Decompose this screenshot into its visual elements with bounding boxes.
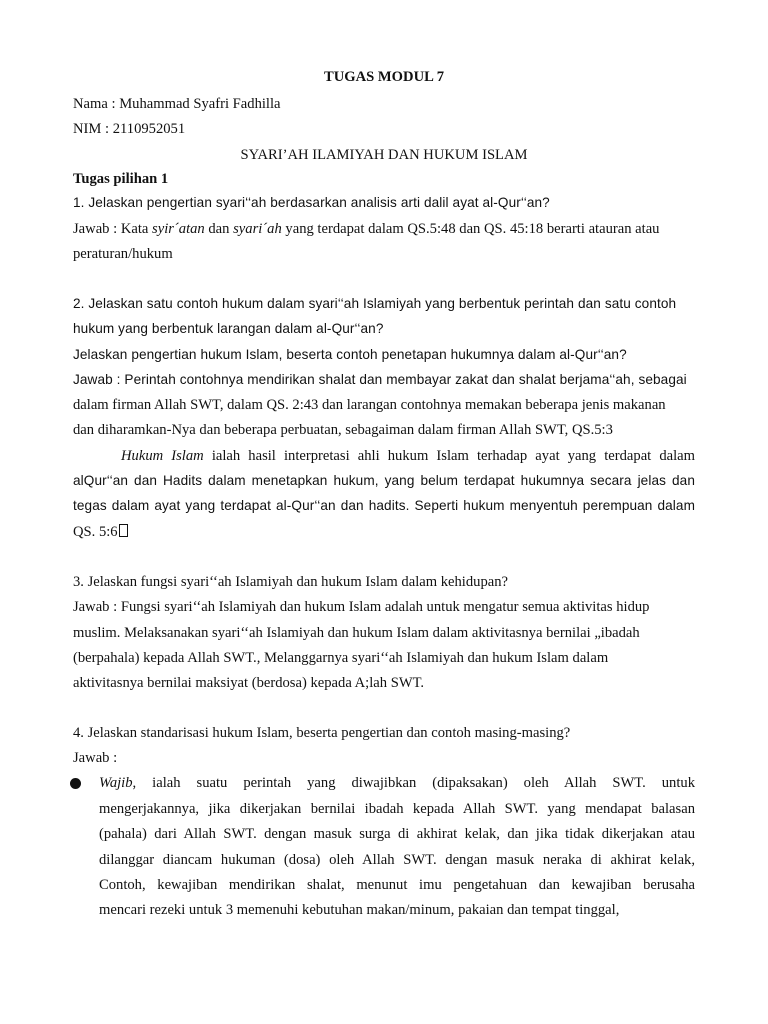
question-2-line-1: 2. Jelaskan satu contoh hukum dalam syari‘‘ah Islamiyah yang berbentuk perintah dan satu contoh <box>73 296 677 311</box>
wajib-line-5: Contoh, kewajiban mendirikan shalat, menunut imu pengetahuan dan kewajiban berusaha <box>99 877 695 893</box>
wajib-line-6: mencari rezeki untuk 3 memenuhi kebutuhan makan/minum, pakaian dan tempat tinggal, <box>99 902 620 918</box>
hukum-islam-rest: ialah hasil interpretasi ahli hukum Islam terhadap ayat yang terdapat dalam <box>203 448 695 464</box>
document-title: TUGAS MODUL 7 <box>323 69 444 85</box>
answer-1-mid: dan <box>204 221 234 237</box>
answer-2-line-3: dan diharamkan-Nya dan beberapa perbuatan, sebagaiman dalam firman Allah SWT, QS.5:3 <box>73 422 613 438</box>
answer-3-line-2: muslim. Melaksanakan syari‘‘ah Islamiyah dan hukum Islam dalam aktivitasnya bernilai „ibadah <box>73 625 640 641</box>
hukum-islam-line-3: tegas dalam ayat yang terdapat al-Qur‘‘an dan hadits. Seperti hukum menyentuh perempuan dalam <box>73 498 695 513</box>
answer-3-line-4: aktivitasnya bernilai maksiyat (berdosa) kepada A;lah SWT. <box>73 675 425 691</box>
question-2-line-2: hukum yang berbentuk larangan dalam al-Qur‘‘an? <box>73 321 384 336</box>
section-heading: Tugas pilihan 1 <box>73 171 169 187</box>
answer-2-line-1: Jawab : Perintah contohnya mendirikan shalat dan membayar zakat dan shalat berjama‘‘ah, sebagai <box>73 372 687 387</box>
student-nim: NIM : 2110952051 <box>73 121 186 137</box>
hukum-islam-term: Hukum Islam <box>121 448 204 464</box>
bullet-dot <box>70 778 81 789</box>
hukum-islam-line-1 <box>73 447 695 465</box>
hukum-islam-line-2: alQur‘‘an dan Hadits dalam menetapkan hukum, yang belum terdapat hukumnya secara jelas dan <box>73 473 695 488</box>
question-1: 1. Jelaskan pengertian syari‘‘ah berdasarkan analisis arti dalil ayat al-Qur‘‘an? <box>73 195 550 210</box>
wajib-rest: , ialah suatu perintah yang diwajibkan (dipaksakan) oleh Allah SWT. untuk <box>132 775 695 791</box>
answer-1-rest: yang terdapat dalam QS.5:48 dan QS. 45:18 berarti atauran atau <box>281 221 660 237</box>
answer-1-prefix: Jawab : Kata <box>73 221 153 237</box>
answer-3-line-1: Jawab : Fungsi syari‘‘ah Islamiyah dan hukum Islam adalah untuk mengatur semua aktivitas hidup <box>73 599 650 615</box>
hukum-islam-ref: QS. 5:6 <box>73 524 118 540</box>
wajib-term: Wajib <box>99 775 133 791</box>
question-4: 4. Jelaskan standarisasi hukum Islam, beserta pengertian dan contoh masing-masing? <box>73 725 571 741</box>
subject-heading: SYARI’AH ILAMIYAH DAN HUKUM ISLAM <box>240 147 528 163</box>
answer-1-line-2: peraturan/hukum <box>73 246 173 262</box>
answer-3-line-3: (berpahala) kepada Allah SWT., Melanggarnya syari‘‘ah Islamiyah dan hukum Islam dalam <box>73 650 609 666</box>
wajib-line-4: dilanggar diancam hukuman (dosa) oleh Allah SWT. dengan masuk neraka di akhirat kelak, <box>99 852 695 868</box>
answer-1-term-2: syari´ah <box>233 221 282 237</box>
hukum-islam-line-4 <box>73 523 128 541</box>
question-2-line-3: Jelaskan pengertian hukum Islam, beserta contoh penetapan hukumnya dalam al-Qur‘‘an? <box>73 347 627 362</box>
question-3: 3. Jelaskan fungsi syari‘‘ah Islamiyah dan hukum Islam dalam kehidupan? <box>73 574 508 590</box>
answer-2-line-2: dalam firman Allah SWT, dalam QS. 2:43 dan larangan contohnya memakan beberapa jenis makanan <box>73 397 666 413</box>
wajib-line-2: mengerjakannya, jika dikerjakan bernilai ibadah kepada Allah SWT. yang mendapat balasan <box>99 801 695 817</box>
student-name: Nama : Muhammad Syafri Fadhilla <box>73 96 281 112</box>
wajib-line-1 <box>99 774 695 792</box>
missing-glyph-box <box>119 524 128 537</box>
answer-4-label: Jawab : <box>73 750 118 766</box>
wajib-line-3: (pahala) dari Allah SWT. dengan masuk surga di akhirat kelak, dan jika tidak dikerjakan atau <box>99 826 695 842</box>
answer-1-line <box>73 220 659 238</box>
answer-1-term-1: syir´atan <box>152 221 205 237</box>
